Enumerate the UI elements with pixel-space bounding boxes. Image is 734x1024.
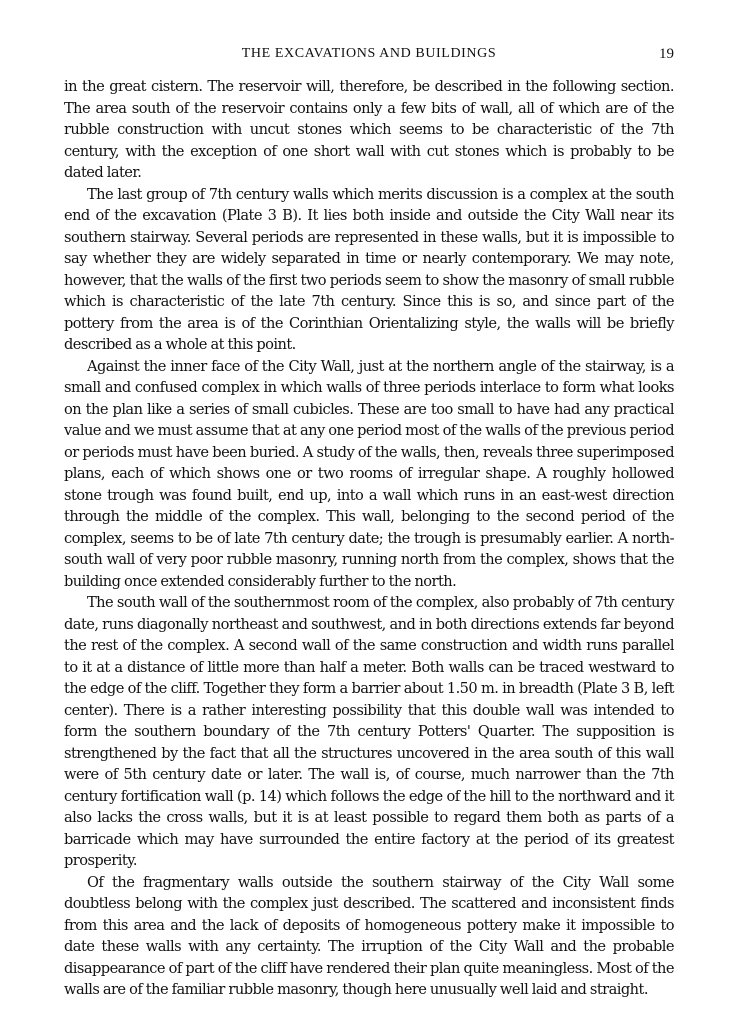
paragraph-fragmentary-walls: Of the fragmentary walls outside the southern stairway of the City Wall some doubtless belong with the complex just described. The scattered and inconsistent finds from this area and the lack of deposits of homogeneous pottery make it impossible to date these walls with any certainty. The irruption of the City Wall and the probable disappearance of part of the cliff have rendered their plan quite meaningless. Most of the walls are of the familiar rubble masonry, though here unusually well laid and straight. [64,873,674,998]
paragraph-south-complex: The last group of 7th century walls which merits discussion is a complex at the south end of the excavation (Plate 3 B). It lies both inside and outside the City Wall near its southern stairway. Several periods are represented in these walls, but it is impossible to say whether they are widely separated in time or nearly contemporary. We may note, however, that the walls of the first two periods seem to show the masonry of small rubble which is characteristic of the late 7th century. Since this is so, and since part of the pottery from the area is of the Corinthian Orientalizing style, the walls will be briefly described as a whole at this point. [64,185,674,353]
running-title: THE EXCAVATIONS AND BUILDINGS [241,46,497,61]
body-text [64,76,674,1001]
paragraph-south-wall: The south wall of the southernmost room of the complex, also probably of 7th century date, runs diagonally northeast and southwest, and in both directions extends far beyond the rest of the complex. A second wall of the same construction and width runs parallel to it at a distance of little more than half a meter. Both walls can be traced westward to the edge of the cliff. Together they form a barrier about 1.50 m. in breadth (Plate 3 B, left center). There is a rather interesting possibility that this double wall was intended to form the southern boundary of the 7th century Potters' Quarter. The supposition is strengthened by the fact that all the structures uncovered in the area south of this wall were of 5th century date or later. The wall is, of course, much narrower than the 7th century fortification wall (p. 14) which follows the edge of the hill to the northward and it also lacks the cross walls, but it is at least possible to regard them both as parts of a barricade which may have surrounded the entire factory at the period of its greatest prosperity. [64,594,674,869]
running-header [64,46,674,66]
paragraph-continued: in the great cistern. The reservoir will, therefore, be described in the following section. The area south of the reservoir contains only a few bits of wall, all of which are of the rubble construction with uncut stones which seems to be characteristic of the 7th century, with the exception of one short wall with cut stones which is probably to be dated later. [64,78,674,181]
paragraph-inner-face: Against the inner face of the City Wall, just at the northern angle of the stairway, is a small and confused complex in which walls of three periods interlace to form what looks on the plan like a series of small cubicles. These are too small to have had any practical value and we must assume that at any one period most of the walls of the previous period or periods must have been buried. A study of the walls, then, reveals three superimposed plans, each of which shows one or two rooms of irregular shape. A roughly hollowed stone trough was found built, end up, into a wall which runs in an east-west direction through the middle of the complex. This wall, belonging to the second period of the complex, seems to be of late 7th century date; the trough is presumably earlier. A north-south wall of very poor rubble masonry, running north from the complex, shows that the building once extended considerably further to the north. [64,357,674,590]
page-number: 19 [659,46,674,62]
